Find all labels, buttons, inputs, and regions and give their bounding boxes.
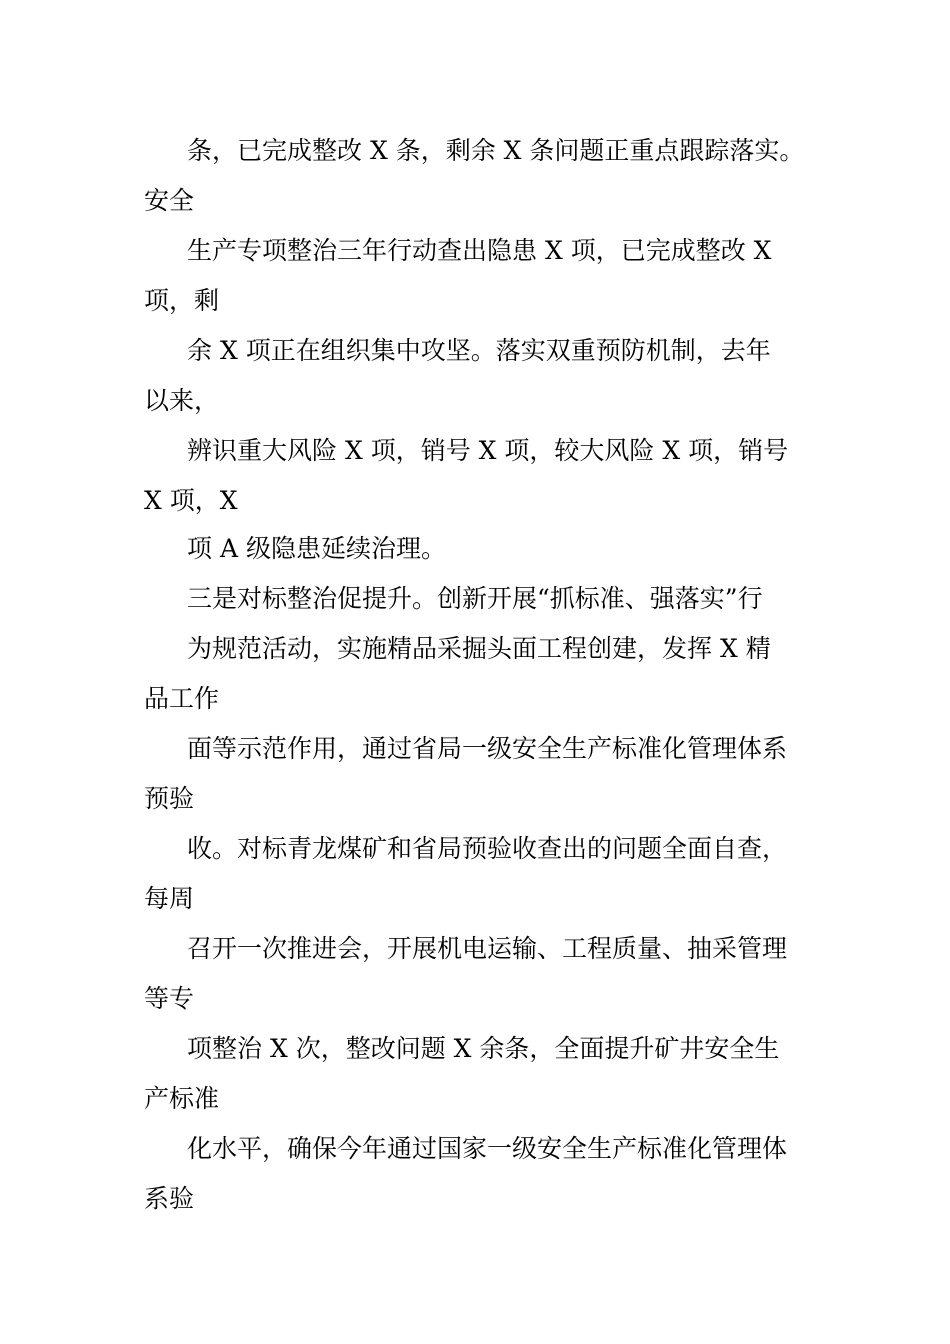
text-line: 面等示范作用，通过省局一级安全生产标准化管理体系 (187, 734, 788, 763)
text-line: 以来， (144, 386, 220, 415)
text-line: 召开一次推进会，开展机电运输、工程质量、抽采管理 (187, 934, 788, 963)
text-line: 收。对标青龙煤矿和省局预验收查出的问题全面自查， (187, 834, 788, 863)
text-line: 等专 (144, 984, 195, 1013)
text-line: 品工作 (144, 684, 220, 713)
text-line: 每周 (144, 884, 195, 913)
text-line: X 项，X (144, 486, 238, 515)
text-line: 系验 (144, 1184, 195, 1213)
text-line: 项，剩 (144, 286, 220, 315)
text-line: 安全 (144, 186, 195, 215)
text-line: 辨识重大风险 X 项，销号 X 项，较大风险 X 项，销号 (187, 436, 789, 465)
text-line: 项整治 X 次，整改问题 X 余条，全面提升矿井安全生 (187, 1034, 780, 1063)
text-line: 三是对标整治促提升。创新开展“抓标准、强落实”行 (187, 584, 763, 613)
text-line: 余 X 项正在组织集中攻坚。落实双重预防机制，去年 (187, 336, 771, 365)
text-line: 化水平，确保今年通过国家一级安全生产标准化管理体 (187, 1134, 788, 1163)
text-line: 条，已完成整改 X 条，剩余 X 条问题正重点跟踪落实。 (187, 136, 805, 165)
text-line: 预验 (144, 784, 195, 813)
text-line: 为规范活动，实施精品采掘头面工程创建，发挥 X 精 (187, 634, 771, 663)
text-line: 生产专项整治三年行动查出隐患 X 项，已完成整改 X (187, 236, 772, 265)
text-line: 项 A 级隐患延续治理。 (187, 534, 446, 563)
text-line: 产标准 (144, 1084, 220, 1113)
